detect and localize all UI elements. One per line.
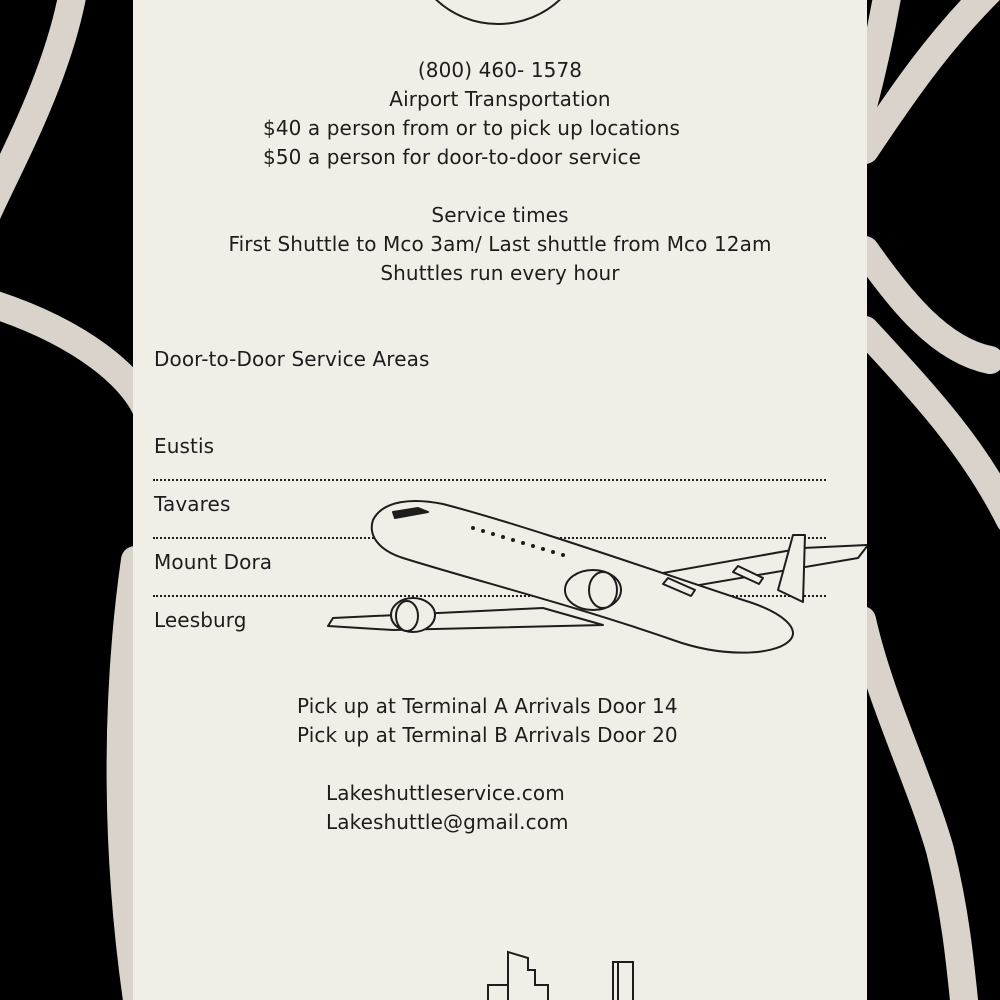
logo-ring	[408, 0, 588, 25]
service-times-heading: Service times	[431, 203, 569, 227]
price-door: $50 a person for door-to-door service	[263, 145, 641, 169]
area-item: Tavares	[154, 492, 231, 516]
pickup-terminal-b: Pick up at Terminal B Arrivals Door 20	[297, 723, 678, 747]
area-item: Eustis	[154, 434, 215, 458]
service-times-first-last: First Shuttle to Mco 3am/ Last shuttle from Mco 12am	[228, 232, 772, 256]
city-buildings-illustration	[473, 940, 673, 1000]
email-link[interactable]: Lakeshuttle@gmail.com	[326, 810, 569, 834]
service-times-frequency: Shuttles run every hour	[380, 261, 620, 285]
website-link[interactable]: Lakeshuttleservice.com	[326, 781, 565, 805]
dotted-divider	[153, 479, 826, 481]
area-item: Leesburg	[154, 608, 247, 632]
flyer-card	[133, 0, 867, 1000]
airplane-illustration	[323, 490, 867, 670]
service-title: Airport Transportation	[389, 87, 611, 111]
areas-heading: Door-to-Door Service Areas	[154, 347, 430, 371]
phone-number[interactable]: (800) 460- 1578	[417, 58, 583, 82]
area-item: Mount Dora	[154, 550, 273, 574]
pickup-terminal-a: Pick up at Terminal A Arrivals Door 14	[297, 694, 678, 718]
price-pickup: $40 a person from or to pick up locations	[263, 116, 680, 140]
